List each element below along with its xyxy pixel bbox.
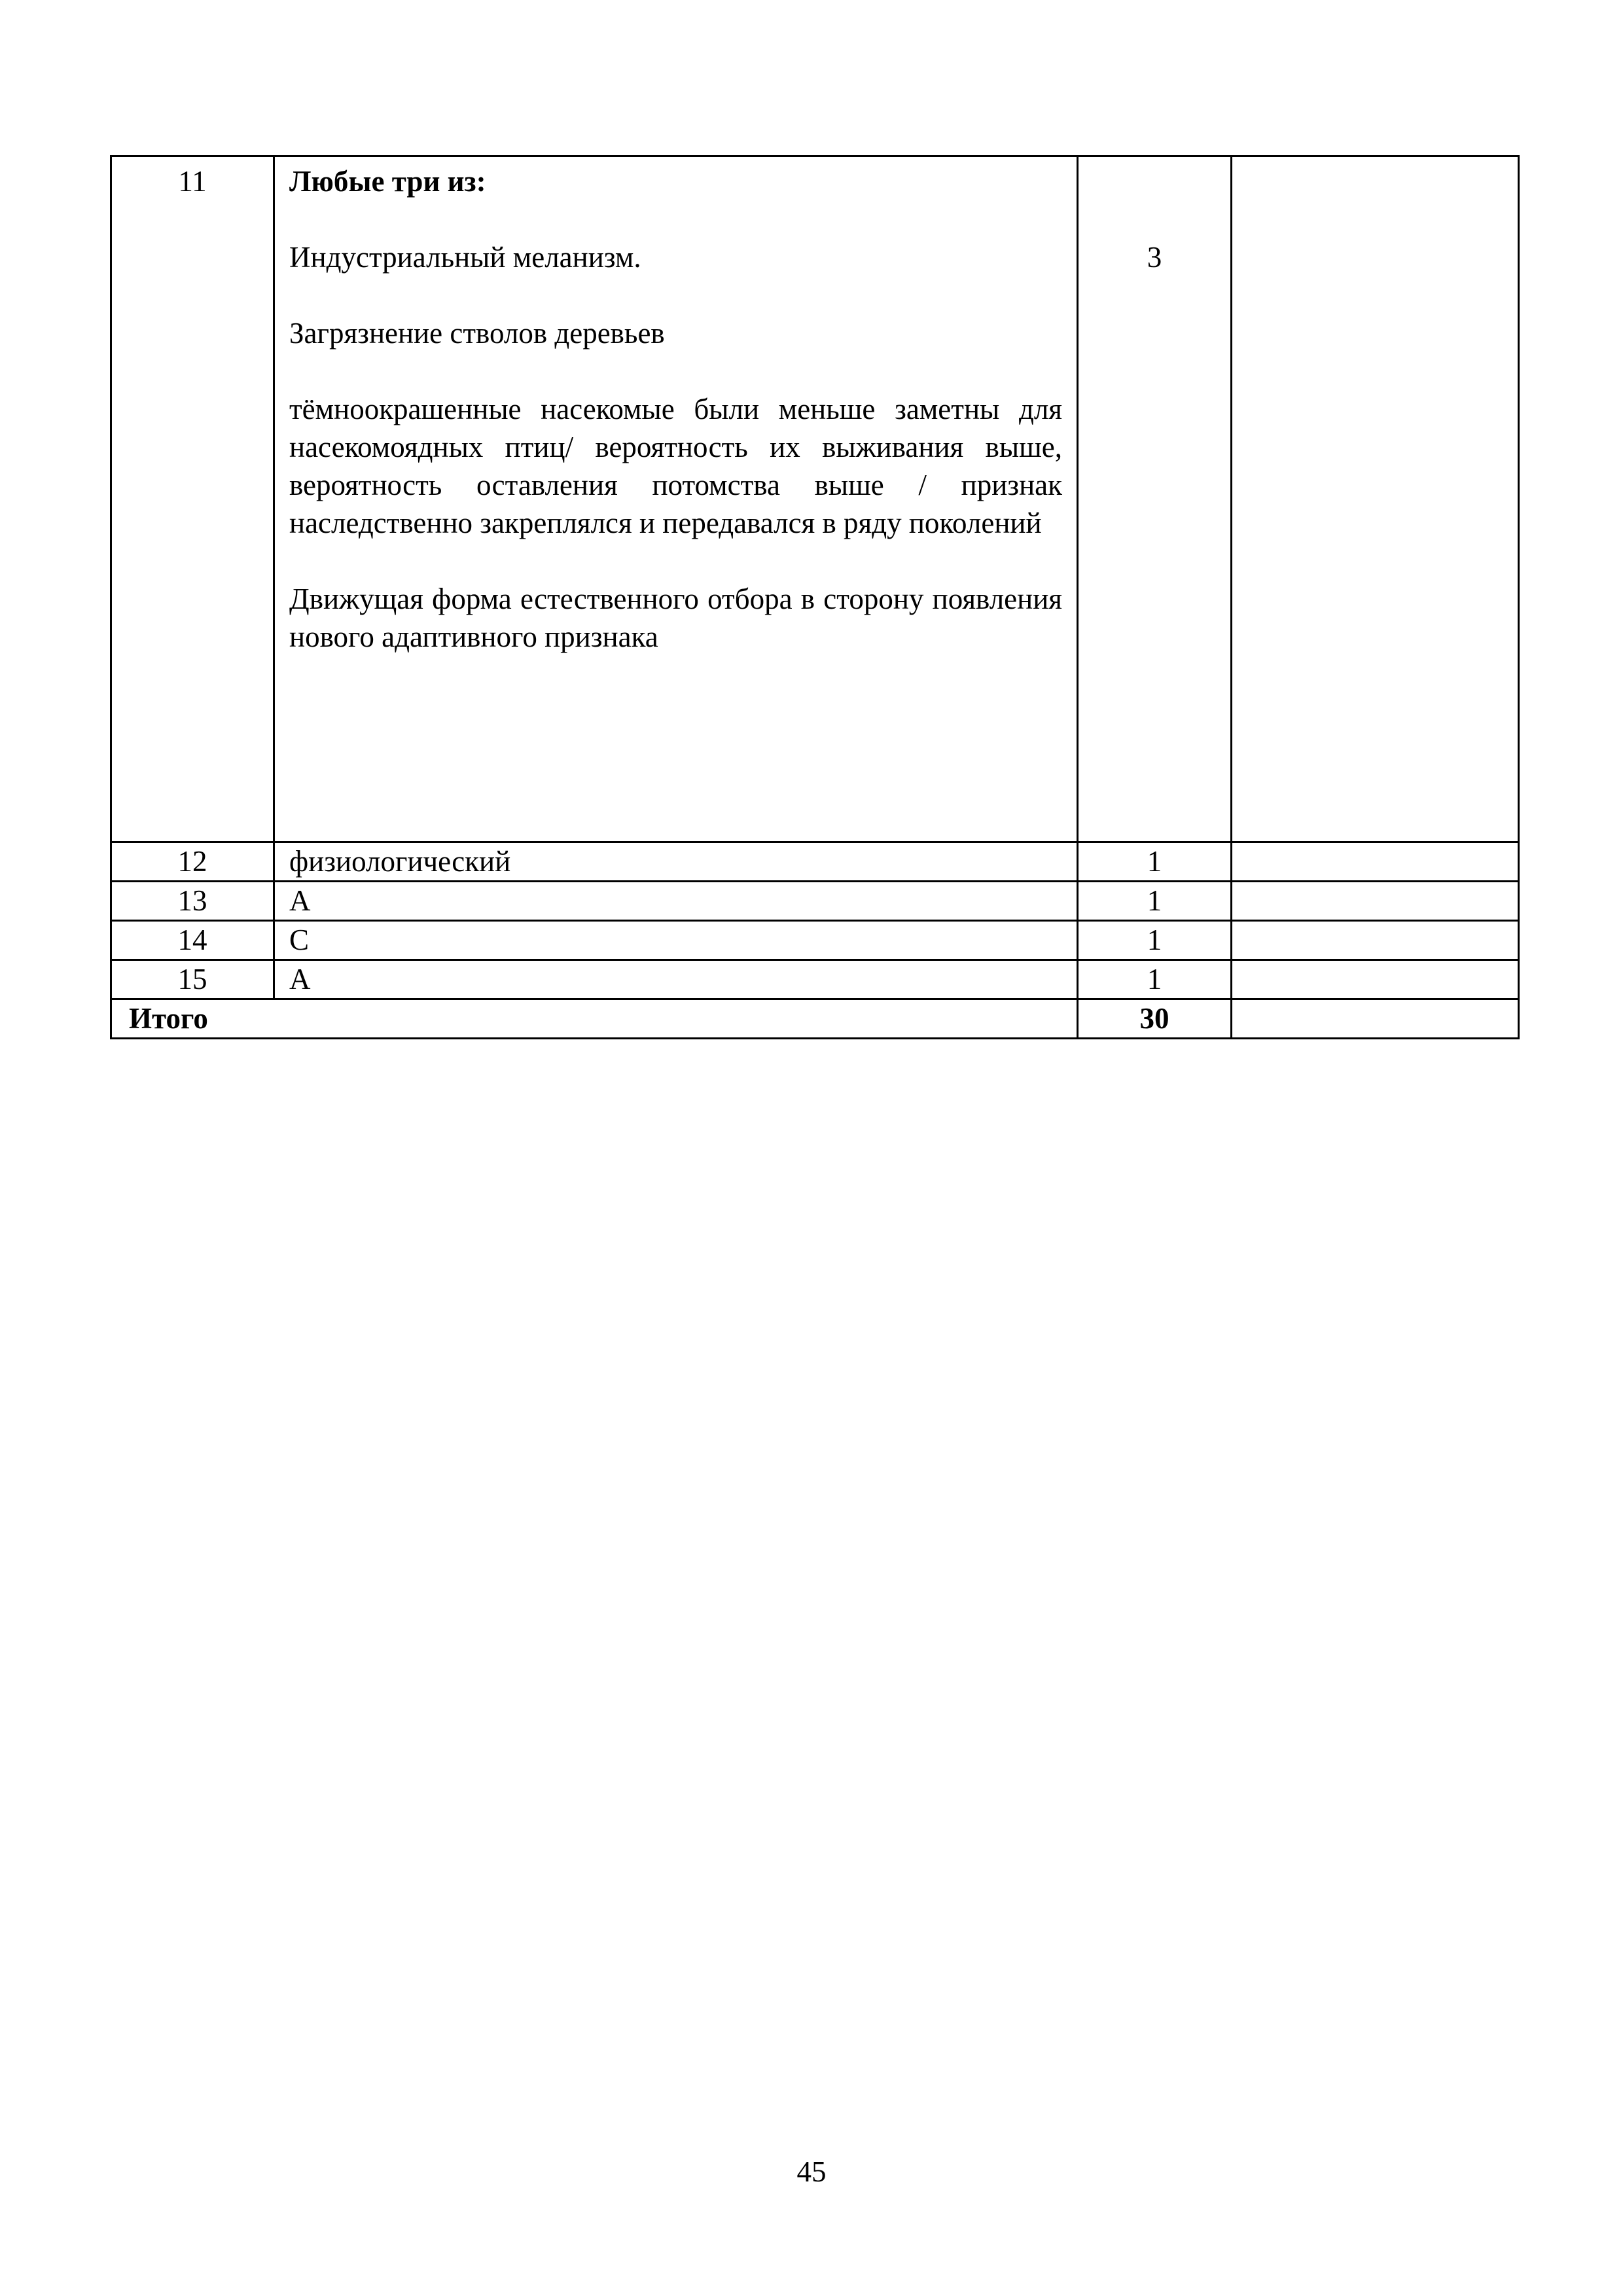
answer-cell: [274, 156, 1078, 842]
empty-cell: [1232, 882, 1519, 921]
total-label: Итого: [111, 999, 1078, 1039]
answer-heading: Любые три из:: [289, 165, 486, 198]
empty-cell: [1232, 156, 1519, 842]
question-number: 13: [111, 882, 274, 921]
answer-paragraph: тёмноокрашенные насекомые были меньше заметны для насекомоядных птиц/ вероятность их выживания выше, вероятность оставления потомства выше / признак наследственно закреплялся и передавался в ряду поколений: [289, 393, 1062, 539]
answer-table: [110, 155, 1520, 1039]
points-cell: 3: [1078, 156, 1232, 842]
answer-paragraph: Индустриальный меланизм.: [289, 241, 641, 274]
table-row: [111, 156, 1519, 842]
answer-cell: А: [274, 882, 1078, 921]
empty-cell: [1232, 921, 1519, 960]
total-points: 30: [1078, 999, 1232, 1039]
answer-paragraph: Загрязнение стволов деревьев: [289, 317, 665, 350]
answer-cell: А: [274, 960, 1078, 999]
empty-cell: [1232, 842, 1519, 882]
question-number: 15: [111, 960, 274, 999]
empty-cell: [1232, 960, 1519, 999]
points-cell: 1: [1078, 842, 1232, 882]
table-row: [111, 882, 1519, 921]
table-row: [111, 960, 1519, 999]
question-number: 11: [111, 156, 274, 842]
table-row: [111, 842, 1519, 882]
question-number: 14: [111, 921, 274, 960]
table-row: [111, 921, 1519, 960]
answer-cell: С: [274, 921, 1078, 960]
page-number: 45: [796, 2155, 827, 2188]
question-number: 12: [111, 842, 274, 882]
points-cell: 1: [1078, 921, 1232, 960]
empty-cell: [1232, 999, 1519, 1039]
points-cell: 1: [1078, 960, 1232, 999]
answer-paragraph: Движущая форма естественного отбора в сторону появления нового адаптивного признака: [289, 583, 1062, 653]
answer-cell: физиологический: [274, 842, 1078, 882]
total-row: [111, 999, 1519, 1039]
points-cell: 1: [1078, 882, 1232, 921]
